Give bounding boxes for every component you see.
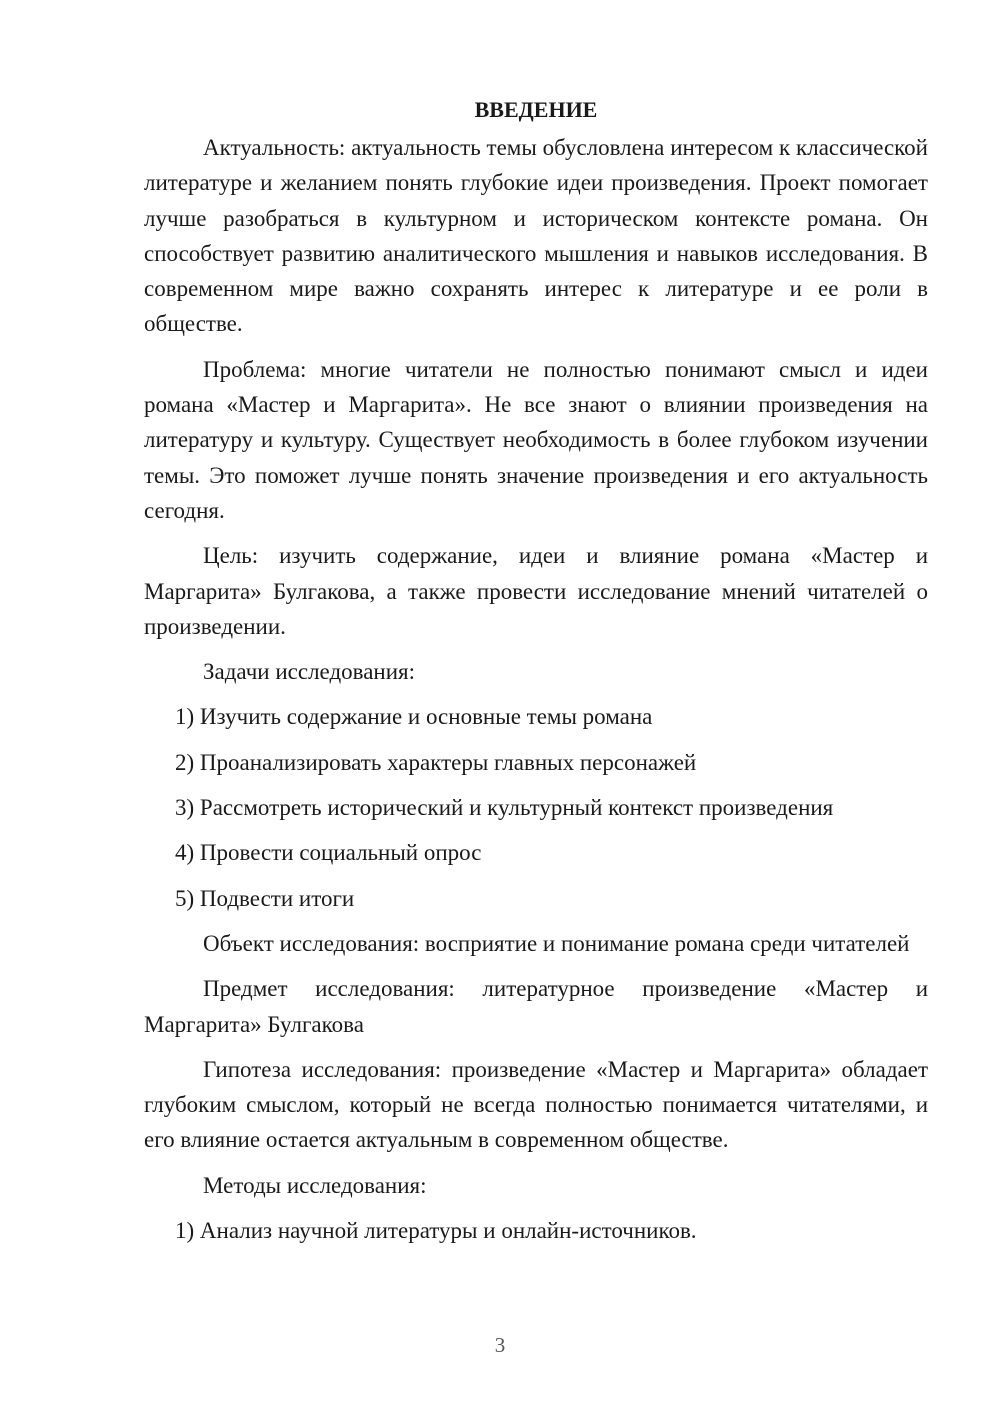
task-item-5: 5) Подвести итоги bbox=[175, 885, 355, 911]
problem-paragraph: Проблема: многие читатели не полностью понимают смысл и идеи романа «Мастер и Маргарита». Не все знают о влиянии произведения на литературу и культуру. Существует необходимость в более глубоком изучении темы. Это поможет лучше понять значение произведения и его актуальность сегодня. bbox=[144, 356, 928, 523]
page-title: ВВЕДЕНИЕ bbox=[474, 97, 598, 122]
goal-paragraph: Цель: изучить содержание, идеи и влияние романа «Мастер и Маргарита» Булгакова, а также провести исследование мнений читателей о произведении. bbox=[144, 543, 928, 639]
task-item-4: 4) Провести социальный опрос bbox=[175, 840, 482, 866]
task-item-3: 3) Рассмотреть исторический и культурный контекст произведения bbox=[175, 795, 834, 821]
methods-heading: Методы исследования: bbox=[203, 1172, 427, 1198]
relevance-paragraph: Актуальность: актуальность темы обусловлена интересом к классической литературе и желанием понять глубокие идеи произведения. Проект помогает лучше разобраться в культурном и историческом контексте романа. Он способствует развитию аналитического мышления и навыков исследования. В современном мире важно сохранять интерес к литературе и ее роли в обществе. bbox=[144, 135, 928, 337]
document-page bbox=[144, 92, 928, 1258]
task-item-1: 1) Изучить содержание и основные темы романа bbox=[175, 704, 653, 730]
tasks-heading: Задачи исследования: bbox=[203, 659, 416, 685]
method-item-1: 1) Анализ научной литературы и онлайн-источников. bbox=[175, 1218, 697, 1244]
subject-paragraph: Предмет исследования: литературное произведение «Мастер и Маргарита» Булгакова bbox=[144, 976, 928, 1037]
hypothesis-paragraph: Гипотеза исследования: произведение «Мастер и Маргарита» обладает глубоким смыслом, который не всегда полностью понимается читателями, и его влияние остается актуальным в современном обществе. bbox=[144, 1056, 928, 1153]
page-number: 3 bbox=[494, 1333, 506, 1357]
object-paragraph: Объект исследования: восприятие и понимание романа среди читателей bbox=[203, 930, 910, 956]
task-item-2: 2) Проанализировать характеры главных персонажей bbox=[175, 749, 697, 775]
